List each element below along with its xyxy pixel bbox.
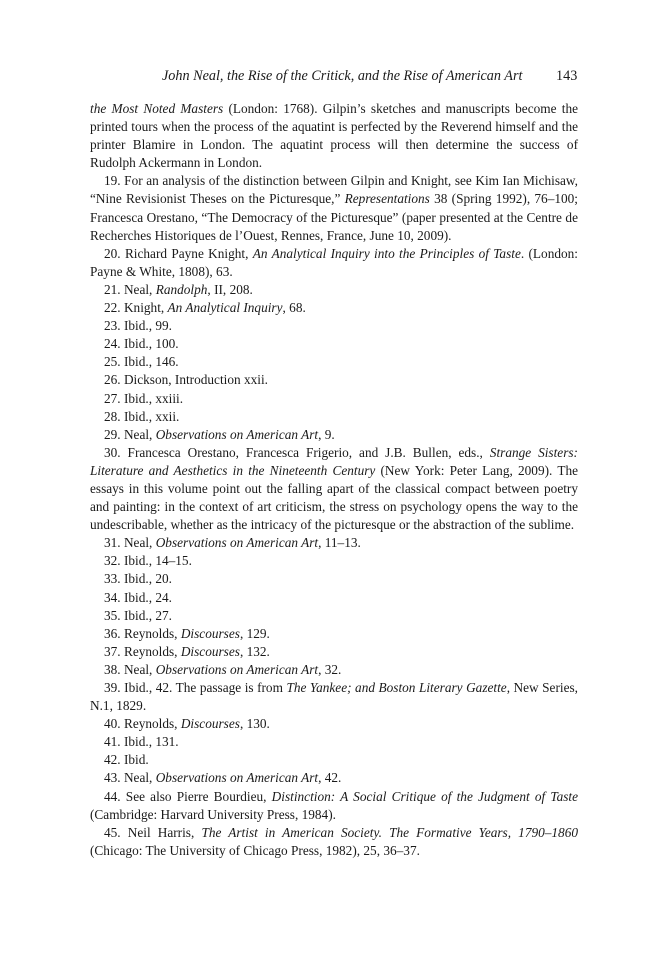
endnote-text: , 132.: [239, 643, 270, 659]
endnote-31: [90, 534, 578, 552]
endnote-title-italic: An Analytical Inquiry into the Principles of Taste: [252, 245, 521, 261]
endnote-36: [90, 625, 578, 643]
endnote-title-italic: Discourses: [180, 643, 240, 659]
endnote-23: [90, 317, 578, 335]
endnote-28: [90, 408, 578, 426]
endnote-44: [90, 788, 578, 824]
endnote-22: [90, 299, 578, 317]
endnote-45: [90, 824, 578, 860]
endnote-40: [90, 715, 578, 733]
endnote-title-italic: Randolph: [155, 281, 208, 297]
endnote-text: (Cambridge: Harvard University Press, 1984).: [90, 806, 336, 822]
endnote-text: 30. Francesca Orestano, Francesca Frigerio, and J.B. Bullen, eds.,: [104, 444, 490, 460]
endnote-text: . (London: Payne & White, 1808), 63.: [90, 245, 578, 279]
endnote-title-italic: The Artist in American Society. The Formative Years, 1790–1860: [201, 824, 579, 840]
endnote-title-italic: Strange Sisters: Literature and Aesthetics in the Nineteenth Century: [90, 444, 578, 478]
endnote-text: , 130.: [239, 716, 270, 732]
endnote-text: 42. Ibid.: [104, 752, 149, 768]
endnote-title-italic: Observations on American Art: [155, 661, 319, 677]
endnote-text: 32. Ibid., 14–15.: [104, 553, 192, 569]
endnote-title-italic: An Analytical Inquiry: [167, 300, 283, 316]
endnote-19: [90, 172, 578, 244]
endnote-39: [90, 679, 578, 715]
endnote-text: 21. Neal,: [104, 281, 156, 297]
endnote-text: (London: 1768). Gilpin’s sketches and manuscripts become the printed tours when the process of the aquatint is perfected by the Reverend himself and the printer Blamire in London. The aquatint process will then determine the success of Rudolph Ackermann in London.: [90, 101, 578, 171]
endnote-text: 27. Ibid., xxiii.: [104, 390, 184, 406]
endnote-text: 44. See also Pierre Bourdieu,: [104, 788, 272, 804]
endnote-38: [90, 661, 578, 679]
endnote-26: [90, 371, 578, 389]
endnote-text: (Chicago: The University of Chicago Press, 1982), 25, 36–37.: [90, 842, 420, 858]
endnote-text: 31. Neal,: [104, 535, 156, 551]
endnote-20: [90, 245, 578, 281]
endnote-text: 43. Neal,: [104, 770, 156, 786]
endnote-27: [90, 390, 578, 408]
endnote-text: 25. Ibid., 146.: [104, 354, 179, 370]
endnote-25: [90, 353, 578, 371]
endnote-text: , 129.: [239, 625, 270, 641]
endnote-34: [90, 589, 578, 607]
endnote-29: [90, 426, 578, 444]
endnote-text: 45. Neil Harris,: [104, 824, 202, 840]
endnote-text: 28. Ibid., xxii.: [104, 408, 180, 424]
running-header: [0, 66, 650, 86]
endnote-text: 26. Dickson, Introduction xxii.: [104, 372, 268, 388]
endnotes: [90, 100, 578, 860]
endnote-text: , 11–13.: [318, 535, 361, 551]
endnote-30: [90, 444, 578, 534]
endnote-35: [90, 607, 578, 625]
endnote-text: 29. Neal,: [104, 426, 156, 442]
endnote-41: [90, 733, 578, 751]
running-title: John Neal, the Rise of the Critick, and the Rise of American Art: [162, 68, 523, 84]
endnote-42: [90, 751, 578, 769]
page-number: 143: [556, 68, 578, 84]
endnote-text: 39. Ibid., 42. The passage is from: [104, 680, 287, 695]
endnote-text: 23. Ibid., 99.: [104, 318, 172, 334]
endnote-title-italic: Observations on American Art: [155, 535, 319, 551]
endnote-text: , II, 208.: [207, 281, 253, 297]
endnote-text: , 9.: [318, 426, 335, 442]
endnote-title-italic: Discourses: [180, 716, 240, 732]
endnote-title-italic: Observations on American Art: [155, 770, 319, 786]
endnote-text: 38. Neal,: [104, 661, 156, 677]
endnote-21: [90, 281, 578, 299]
endnote-text: , 42.: [318, 770, 342, 786]
endnote-title-italic: The Yankee; and Boston Literary Gazette: [286, 680, 507, 695]
endnote-text: 34. Ibid., 24.: [104, 589, 172, 605]
endnote-text: 38 (Spring 1992), 76–100; Francesca Orestano, “The Democracy of the Picturesque” (paper presented at the Centre de Recherches Historiques de l’Ouest, Rennes, France, June 10, 2009).: [90, 191, 578, 243]
endnote-title-italic: Representations: [344, 191, 430, 207]
endnote-43: [90, 769, 578, 787]
endnote-text: 36. Reynolds,: [104, 625, 181, 641]
endnote-24: [90, 335, 578, 353]
endnote-text: 41. Ibid., 131.: [104, 734, 179, 750]
endnote-text: 40. Reynolds,: [104, 716, 181, 732]
endnote-text: 33. Ibid., 20.: [104, 571, 172, 587]
endnote-text: 24. Ibid., 100.: [104, 336, 179, 352]
endnote-text: , New Series, N.1, 1829.: [90, 680, 578, 714]
endnote-32: [90, 552, 578, 570]
endnote-33: [90, 570, 578, 588]
endnote-text: 22. Knight,: [104, 300, 168, 316]
endnote-text: , 68.: [282, 300, 306, 316]
endnote-text: , 32.: [318, 661, 342, 677]
endnote-title-italic: Observations on American Art: [155, 426, 319, 442]
endnote-37: [90, 643, 578, 661]
endnote-continuation: [90, 100, 578, 172]
endnote-text: 35. Ibid., 27.: [104, 607, 172, 623]
endnote-title-italic: the Most Noted Masters: [90, 101, 224, 116]
endnote-text: (New York: Peter Lang, 2009). The essays in this volume point out the falling apart of the classical compact between poetry and painting: in the context of art criticism, the stress on psychology opens the way to the undescribable, whether as the intricacy of the picturesque or the abstraction of the sublime.: [90, 462, 578, 533]
endnote-text: 19. For an analysis of the distinction between Gilpin and Knight, see Kim Ian Michisaw, “Nine Revisionist Theses on the Picturesque,”: [90, 173, 578, 207]
endnote-title-italic: Distinction: A Social Critique of the Judgment of Taste: [271, 788, 578, 804]
endnote-text: 37. Reynolds,: [104, 643, 181, 659]
endnote-text: 20. Richard Payne Knight,: [104, 245, 253, 261]
endnote-title-italic: Discourses: [180, 625, 240, 641]
